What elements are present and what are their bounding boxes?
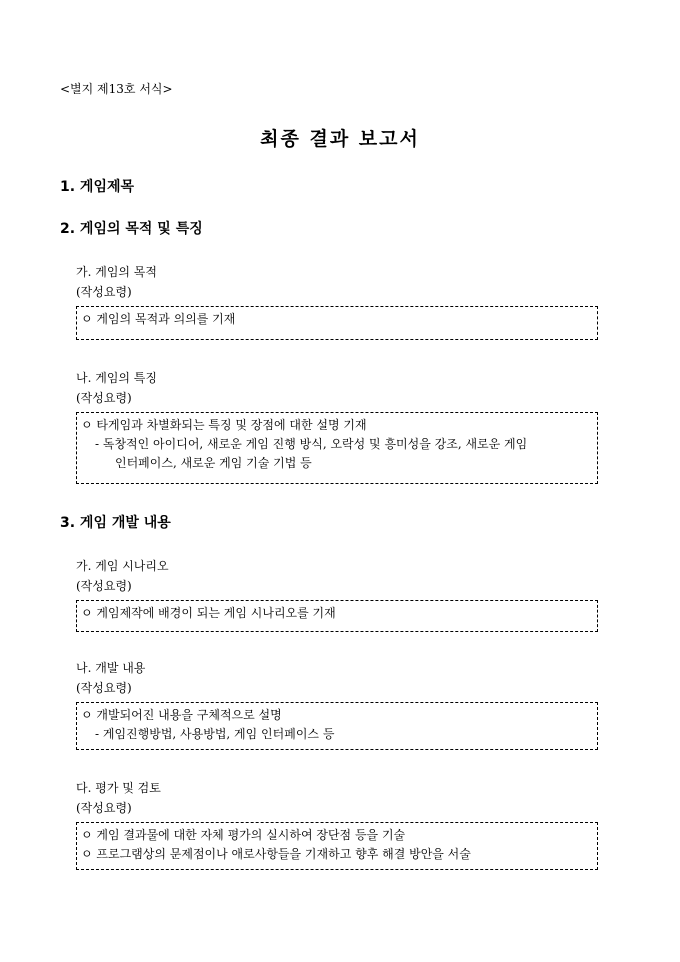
- section-2-heading: 2. 게임의 목적 및 특징: [60, 221, 203, 237]
- section-3a-guide-box: [76, 600, 598, 632]
- section-2b-guide-box: [76, 412, 598, 484]
- document-title: 최종 결과 보고서: [260, 128, 420, 150]
- section-2a-label: 가. 게임의 목적: [76, 265, 157, 279]
- section-2b-note: (작성요령): [76, 391, 132, 405]
- section-3a-block: [76, 556, 169, 596]
- guide-line: ㅇ 게임 결과물에 대한 자체 평가의 실시하여 장단점 등을 기술: [81, 828, 406, 842]
- section-3a-label: 가. 게임 시나리오: [76, 559, 169, 573]
- section-3c-block: [76, 778, 161, 818]
- section-3b-label: 나. 개발 내용: [76, 661, 146, 675]
- guide-line: ㅇ 타게임과 차별화되는 특징 및 장점에 대한 설명 기재: [81, 418, 367, 432]
- guide-line: ㅇ 게임제작에 배경이 되는 게임 시나리오를 기재: [81, 606, 336, 620]
- form-number: <별지 제13호 서식>: [60, 82, 173, 96]
- section-3-heading: 3. 게임 개발 내용: [60, 515, 171, 531]
- section-2a-note: (작성요령): [76, 285, 132, 299]
- guide-line: ㅇ 게임의 목적과 의의를 기재: [81, 312, 236, 326]
- section-3c-note: (작성요령): [76, 801, 132, 815]
- section-2b-label: 나. 게임의 특징: [76, 371, 157, 385]
- guide-line: ㅇ 개발되어진 내용을 구체적으로 설명: [81, 708, 282, 722]
- guide-subline-continued: 인터페이스, 새로운 게임 기술 기법 등: [115, 456, 312, 470]
- section-3b-guide-box: [76, 702, 598, 750]
- guide-subline: - 독창적인 아이디어, 새로운 게임 진행 방식, 오락성 및 흥미성을 강조, 새로운 게임: [95, 437, 528, 451]
- section-3a-note: (작성요령): [76, 579, 132, 593]
- section-3c-label: 다. 평가 및 검토: [76, 781, 161, 795]
- section-1-heading: 1. 게임제목: [60, 179, 135, 195]
- section-2a-guide-box: [76, 306, 598, 340]
- section-3b-block: [76, 658, 145, 698]
- section-2b-block: [76, 368, 157, 408]
- section-3b-note: (작성요령): [76, 681, 132, 695]
- section-2a-block: [76, 262, 157, 302]
- guide-subline: - 게임진행방법, 사용방법, 게임 인터페이스 등: [95, 727, 335, 741]
- guide-line: ㅇ 프로그램상의 문제점이나 애로사항들을 기재하고 향후 해결 방안을 서술: [81, 847, 471, 861]
- section-3c-guide-box: [76, 822, 598, 870]
